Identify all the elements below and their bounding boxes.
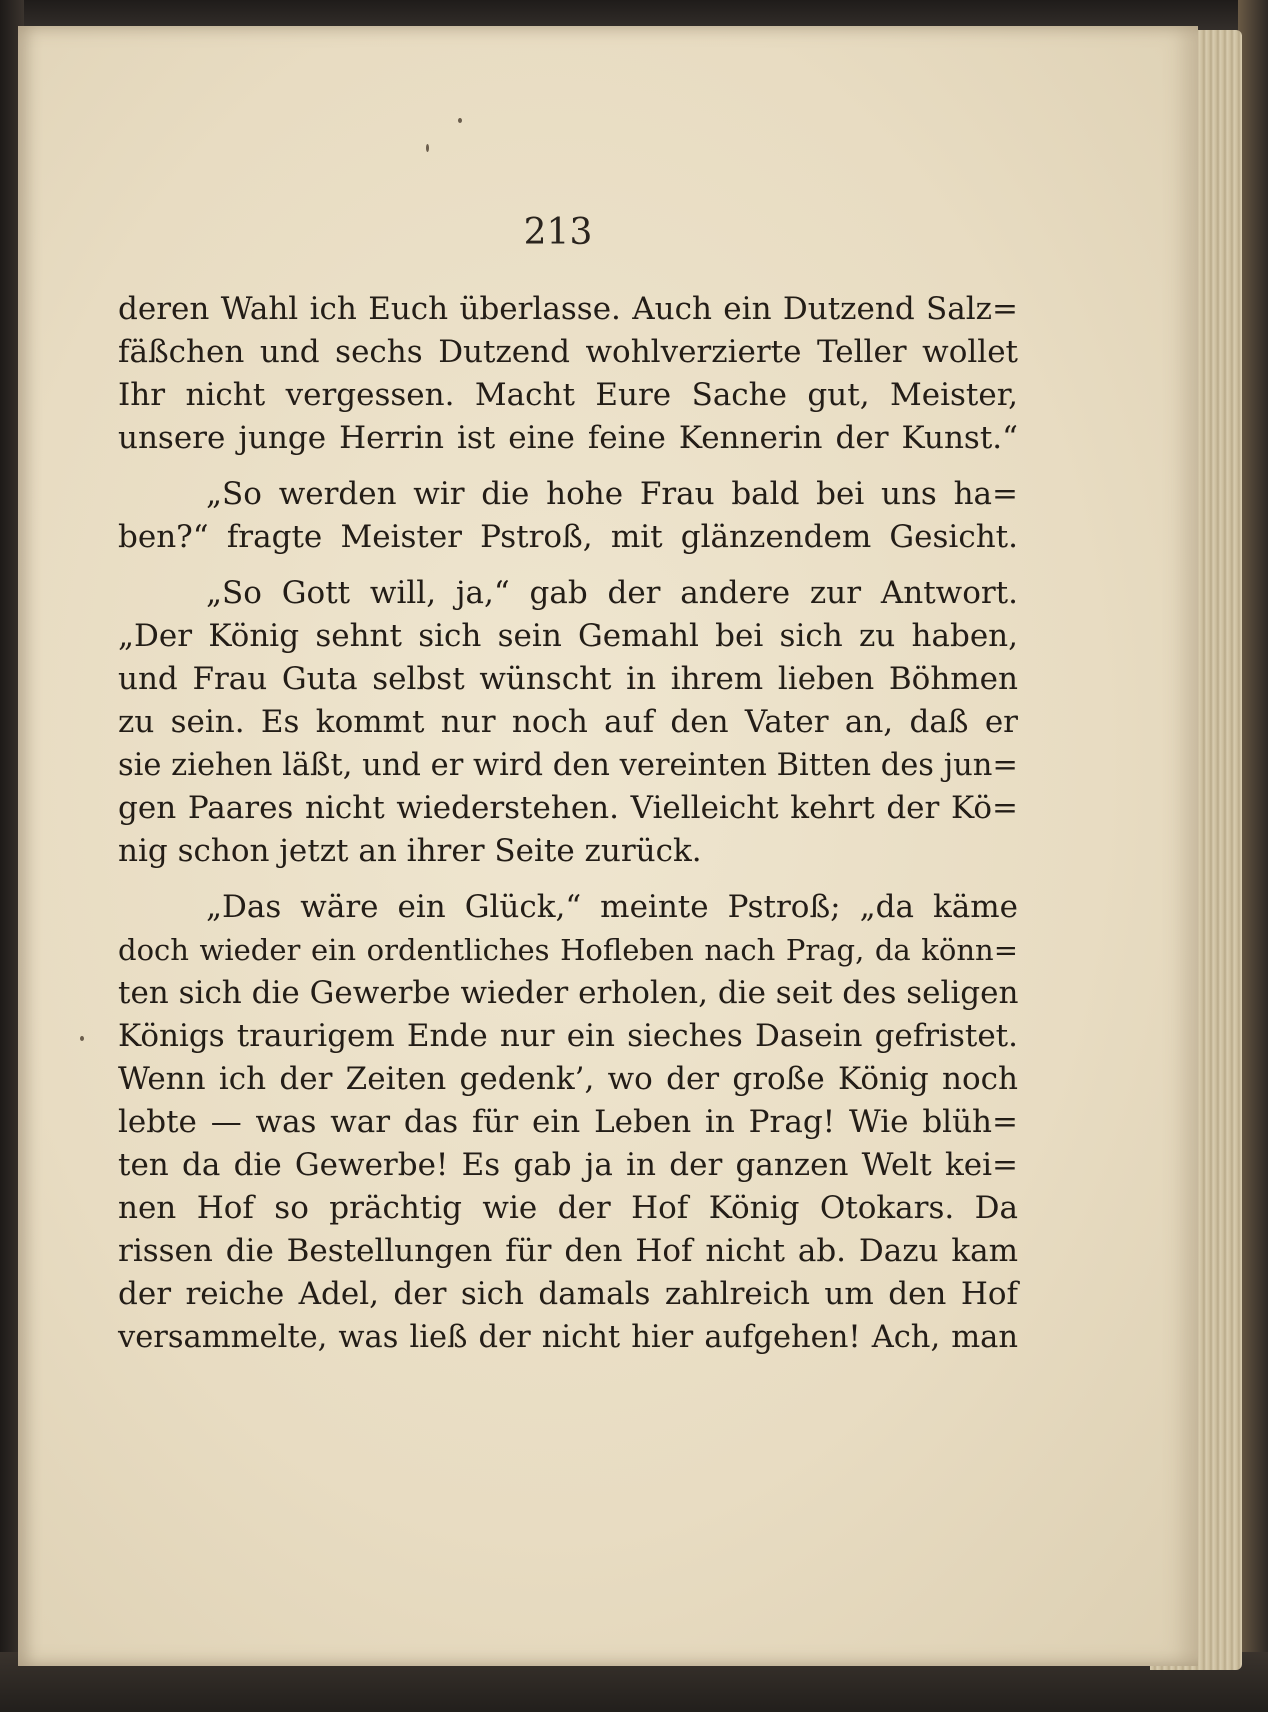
paragraph xyxy=(118,288,1018,460)
text-line: „Der König sehnt sich sein Gemahl bei sich zu haben, xyxy=(118,618,1018,654)
text-line: nen Hof so prächtig wie der Hof König Otokars. Da xyxy=(118,1190,1018,1226)
text-line: Ihr nicht vergessen. Macht Eure Sache gut, Meister, xyxy=(118,377,1018,413)
text-line: Königs traurigem Ende nur ein sieches Dasein gefristet. xyxy=(118,1018,1018,1054)
text-line: versammelte, was ließ der nicht hier aufgehen! Ach, man xyxy=(118,1320,1018,1355)
paragraph xyxy=(118,473,1018,559)
text-line: unsere junge Herrin ist eine feine Kennerin der Kunst.“ xyxy=(118,420,1018,456)
text-line: ten sich die Gewerbe wieder erholen, die seit des seligen xyxy=(118,975,1019,1011)
text-line: doch wieder ein ordentliches Hofleben nach Prag, da könn= xyxy=(118,933,1018,967)
ink-speck xyxy=(426,144,429,152)
text-line: deren Wahl ich Euch überlasse. Auch ein Dutzend Salz= xyxy=(118,291,1018,327)
book-cover-right xyxy=(1238,0,1268,1712)
ink-speck xyxy=(458,118,462,123)
text-line: „So Gott will, ja,“ gab der andere zur Antwort. xyxy=(206,575,1018,611)
text-line: rissen die Bestellungen für den Hof nicht ab. Dazu kam xyxy=(118,1233,1018,1269)
text-line: sie ziehen läßt, und er wird den vereinten Bitten des jun= xyxy=(118,748,1018,783)
paragraph xyxy=(118,572,1018,873)
text-line: „Das wäre ein Glück,“ meinte Pstroß; „da käme xyxy=(206,889,1018,925)
paragraph xyxy=(118,886,1018,1359)
text-line: fäßchen und sechs Dutzend wohlverzierte Teller wollet xyxy=(118,334,1018,370)
page-number: 213 xyxy=(523,212,593,253)
text-line: nig schon jetzt an ihrer Seite zurück. xyxy=(118,833,702,869)
text-line: ten da die Gewerbe! Es gab ja in der ganzen Welt kei= xyxy=(118,1147,1018,1183)
text-line: Wenn ich der Zeiten gedenk’, wo der große König noch xyxy=(118,1061,1018,1097)
body-text xyxy=(118,288,1018,1359)
text-line: „So werden wir die hohe Frau bald bei uns ha= xyxy=(206,476,1018,512)
text-line: ben?“ fragte Meister Pstroß, mit glänzendem Gesicht. xyxy=(118,519,1018,555)
text-line: zu sein. Es kommt nur noch auf den Vater an, daß er xyxy=(118,704,1018,740)
ink-speck xyxy=(80,1036,84,1041)
text-line: lebte — was war das für ein Leben in Prag! Wie blüh= xyxy=(118,1104,1018,1140)
text-line: der reiche Adel, der sich damals zahlreich um den Hof xyxy=(118,1276,1018,1312)
text-line: und Frau Guta selbst wünscht in ihrem lieben Böhmen xyxy=(118,661,1018,697)
book-page xyxy=(18,26,1198,1666)
text-line: gen Paares nicht wiederstehen. Vielleicht kehrt der Kö= xyxy=(118,790,1018,826)
